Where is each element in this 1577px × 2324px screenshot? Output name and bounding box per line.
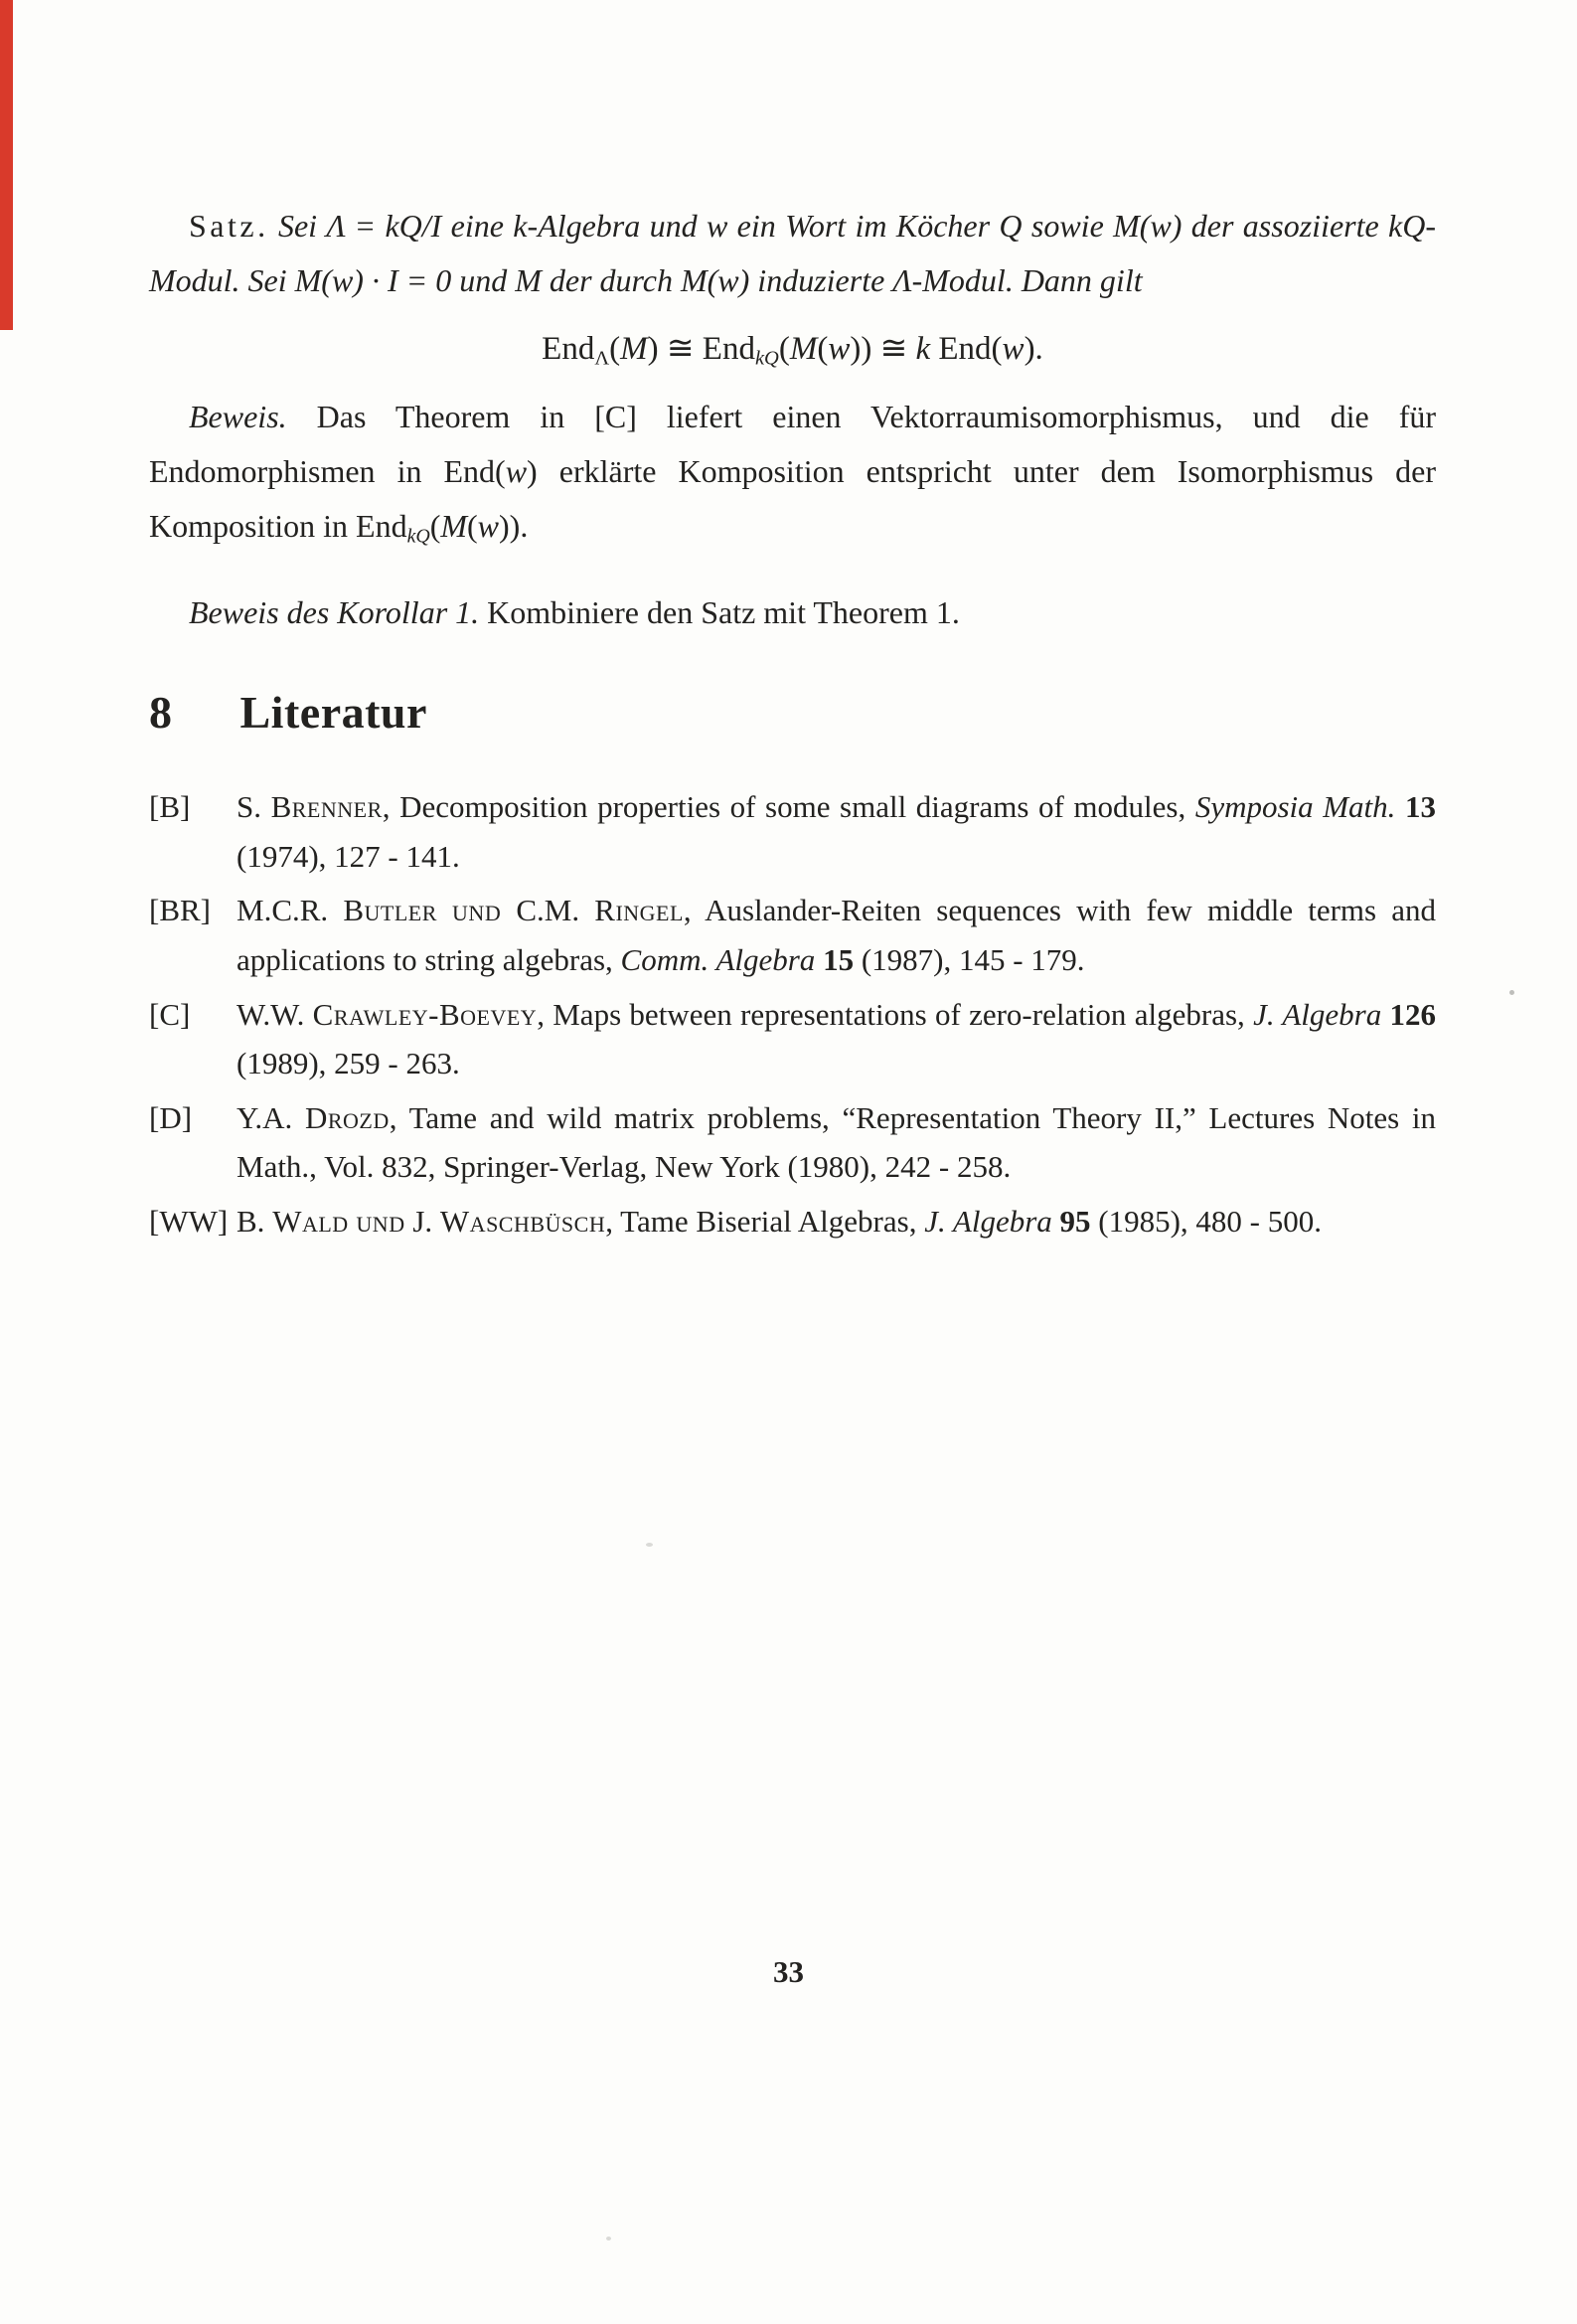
theorem-paragraph: Satz. Sei Λ = kQ/I eine k-Algebra und w ein Wort im Köcher Q sowie M(w) der assoziierte kQ-Modul. Sei M(w) · I = 0 und M der durch M(w) induzierte Λ-Modul. Dann gilt xyxy=(149,208,1437,299)
theorem-formula: End$_\Lambda$(M) ≅ End$_{kQ}$(M(w)) ≅ k End(w). xyxy=(542,331,1043,370)
reference-text: M.C.R. Butler und C.M. Ringel, Auslander-Reiten sequences with few middle terms and applications to string algebras, Comm. Algebra 15 (1987), 145 - 179. xyxy=(237,893,1437,977)
page-content xyxy=(149,199,1436,1251)
reference-text: Y.A. Drozd, Tame and wild matrix problems, “Representation Theory II,” Lectures Notes in Math., Vol. 832, Springer-Verlag, New York (1980), 242 - 258. xyxy=(237,1099,1436,1185)
scan-speck xyxy=(1509,990,1514,995)
reference-label: [D] xyxy=(149,1099,193,1135)
reference-entry-b xyxy=(149,782,1436,881)
reference-entry-c xyxy=(149,990,1436,1088)
scan-speck xyxy=(606,2237,611,2241)
section-heading xyxy=(149,686,1436,739)
scan-artifact-red-strip xyxy=(0,0,13,330)
section-number: 8 xyxy=(149,687,173,739)
page-number: 33 xyxy=(773,1954,804,1989)
reference-label: [WW] xyxy=(149,1203,229,1239)
reference-label: [C] xyxy=(149,996,191,1032)
section-title: Literatur xyxy=(239,687,427,739)
corollary-proof-paragraph: Beweis des Korollar 1. Kombiniere den Satz mit Theorem 1. xyxy=(189,594,960,631)
scan-speck xyxy=(646,1543,653,1547)
reference-text: W.W. Crawley-Boevey, Maps between representations of zero-relation algebras, J. Algebra 126 (1989), 259 - 263. xyxy=(237,996,1437,1081)
proof-paragraph: Beweis. Das Theorem in [C] liefert einen Vektorraumisomorphismus, und die für Endomorphismen in End(w) erklärte Komposition entspricht unter dem Isomorphismus der Komposition in End$_{kQ}$(M(w)). xyxy=(149,399,1437,548)
reference-list xyxy=(149,782,1436,1245)
reference-label: [BR] xyxy=(149,893,211,928)
reference-entry-br xyxy=(149,886,1436,984)
reference-text: S. Brenner, Decomposition properties of some small diagrams of modules, Symposia Math. 13 (1974), 127 - 141. xyxy=(237,789,1436,874)
reference-entry-ww xyxy=(149,1197,1436,1246)
reference-label: [B] xyxy=(149,789,191,825)
reference-entry-d xyxy=(149,1093,1436,1192)
reference-text: B. Wald und J. Waschbüsch, Tame Biserial Algebras, J. Algebra 95 (1985), 480 - 500. xyxy=(237,1203,1323,1239)
